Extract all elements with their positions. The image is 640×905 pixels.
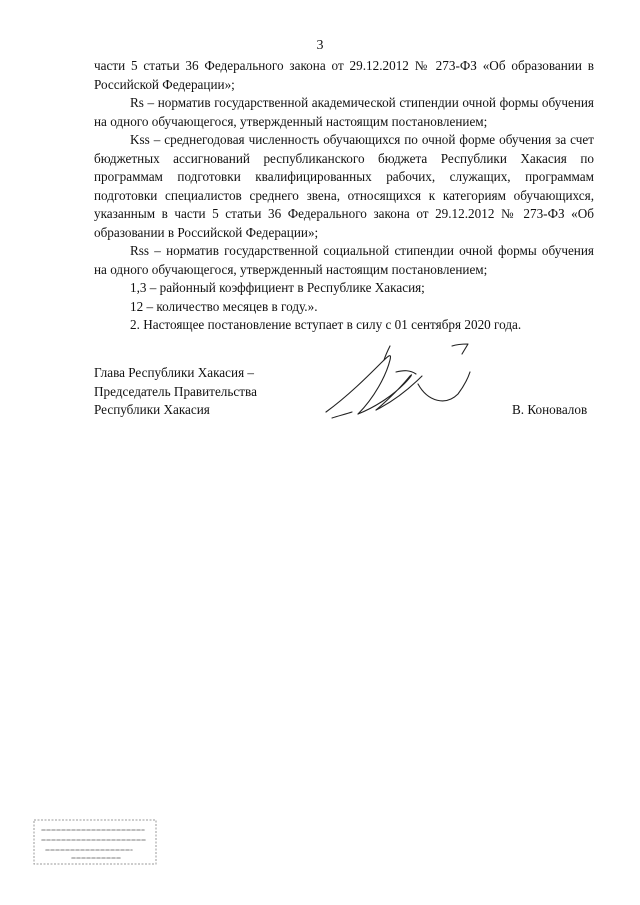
signatory-title <box>94 364 257 420</box>
paragraph-kss-definition: Kss – среднегодовая численность обучающихся по очной форме обучения за счет бюджетных ассигнований республиканского бюджета Республики Хакасия по программам подготовки квалифицированных рабочих, служащих, программам подготовки специалистов среднего звена, относящихся к категориям обучающихся, указанным в части 5 статьи 36 Федерального закона от 29.12.2012 № 273-ФЗ «Об образовании в Российской Федерации»; <box>94 132 594 240</box>
paragraph-rss-definition: Rss – норматив государственной социальной стипендии очной формы обучения на одного обучающегося, утвержденный настоящим постановлением; <box>94 243 594 277</box>
page-number: 3 <box>316 38 324 53</box>
paragraph-district-coefficient: 1,3 – районный коэффициент в Республике Хакасия; <box>130 280 425 295</box>
registration-stamp <box>32 818 158 866</box>
paragraph-rs-definition: Rs – норматив государственной академической стипендии очной формы обучения на одного обучающегося, утвержденный настоящим постановлением; <box>94 95 594 129</box>
handwritten-signature <box>318 336 488 426</box>
paragraph-effective-date: 2. Настоящее постановление вступает в силу с 01 сентября 2020 года. <box>130 317 522 332</box>
paragraph-continuation: части 5 статьи 36 Федерального закона от 29.12.2012 № 273-ФЗ «Об образовании в Российской Федерации»; <box>94 58 594 92</box>
signatory-title-line: Глава Республики Хакасия – <box>94 365 255 380</box>
document-body <box>94 57 594 335</box>
paragraph-months-count: 12 – количество месяцев в году.». <box>130 298 318 314</box>
signatory-title-line: Республики Хакасия <box>94 402 210 417</box>
signatory-title-line: Председатель Правительства <box>94 383 257 399</box>
signatory-name: В. Коновалов <box>512 402 588 417</box>
